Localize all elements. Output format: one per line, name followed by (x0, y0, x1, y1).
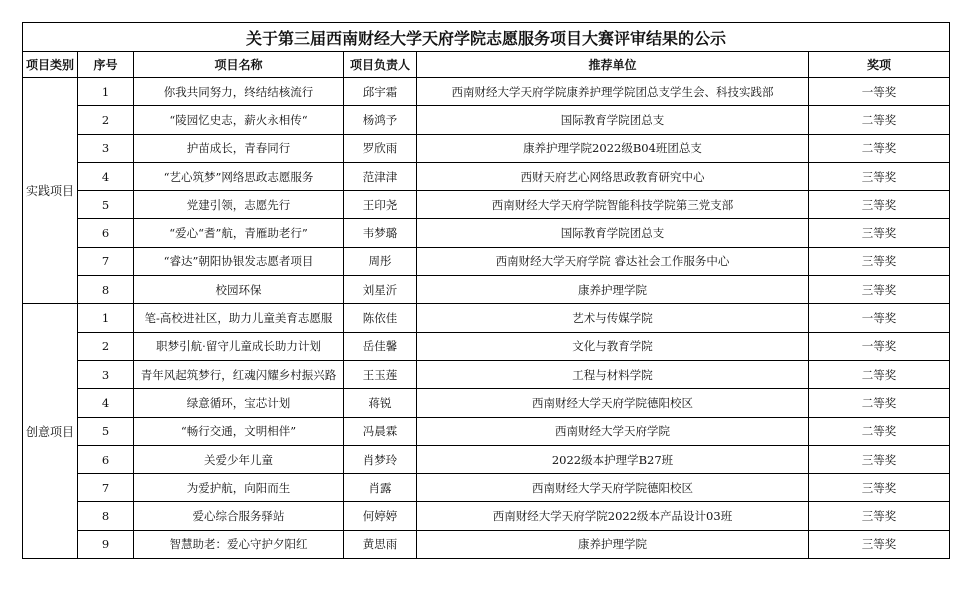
table-row (23, 276, 950, 304)
award-cell: 一等奖 (809, 304, 950, 332)
project-leader-cell: 范津津 (344, 162, 417, 190)
project-name-cell: “陵园忆史志，薪火永相传“ (134, 106, 344, 134)
recommending-unit-cell: 2022级本护理学B27班 (417, 445, 809, 473)
table-row (23, 78, 950, 106)
header-project-name: 项目名称 (134, 52, 344, 78)
recommending-unit-cell: 工程与材料学院 (417, 360, 809, 388)
award-cell: 三等奖 (809, 162, 950, 190)
project-leader-cell: 杨鸿予 (344, 106, 417, 134)
table-row (23, 502, 950, 530)
table-row (23, 304, 950, 332)
award-cell: 三等奖 (809, 530, 950, 558)
table-header-row (23, 52, 950, 78)
table-row (23, 417, 950, 445)
award-cell: 三等奖 (809, 502, 950, 530)
project-name-cell: “爱心“耆”航，青雁助老行” (134, 219, 344, 247)
project-name-cell: 智慧助老：爱心守护夕阳红 (134, 530, 344, 558)
project-name-cell: 关爱少年儿童 (134, 445, 344, 473)
project-leader-cell: 何婷婷 (344, 502, 417, 530)
award-cell: 一等奖 (809, 78, 950, 106)
award-cell: 二等奖 (809, 106, 950, 134)
project-leader-cell: 刘星沂 (344, 276, 417, 304)
project-name-cell: 为爱护航，向阳而生 (134, 474, 344, 502)
project-leader-cell: 周彤 (344, 247, 417, 275)
table-row (23, 162, 950, 190)
project-name-cell: 青年风起筑梦行，红魂闪耀乡村振兴路 (134, 360, 344, 388)
award-cell: 二等奖 (809, 389, 950, 417)
header-award: 奖项 (809, 52, 950, 78)
project-name-cell: 笔-高校进社区，助力儿童美育志愿服 (134, 304, 344, 332)
award-cell: 三等奖 (809, 219, 950, 247)
project-leader-cell: 肖梦玲 (344, 445, 417, 473)
table-row (23, 106, 950, 134)
row-number-cell: 7 (78, 247, 134, 275)
award-cell: 三等奖 (809, 276, 950, 304)
table-row (23, 332, 950, 360)
recommending-unit-cell: 西南财经大学天府学院德阳校区 (417, 474, 809, 502)
header-leader: 项目负责人 (344, 52, 417, 78)
project-leader-cell: 王玉莲 (344, 360, 417, 388)
recommending-unit-cell: 艺术与传媒学院 (417, 304, 809, 332)
row-number-cell: 3 (78, 360, 134, 388)
recommending-unit-cell: 康养护理学院2022级B04班团总支 (417, 134, 809, 162)
project-leader-cell: 岳佳馨 (344, 332, 417, 360)
award-cell: 二等奖 (809, 134, 950, 162)
project-leader-cell: 黄思雨 (344, 530, 417, 558)
project-name-cell: 护苗成长，青春同行 (134, 134, 344, 162)
project-name-cell: 爱心综合服务驿站 (134, 502, 344, 530)
table-row (23, 247, 950, 275)
project-leader-cell: 蒋锐 (344, 389, 417, 417)
table-row (23, 191, 950, 219)
row-number-cell: 6 (78, 219, 134, 247)
row-number-cell: 3 (78, 134, 134, 162)
project-leader-cell: 韦梦璐 (344, 219, 417, 247)
recommending-unit-cell: 西南财经大学天府学院 睿达社会工作服务中心 (417, 247, 809, 275)
row-number-cell: 1 (78, 78, 134, 106)
row-number-cell: 2 (78, 332, 134, 360)
award-cell: 二等奖 (809, 360, 950, 388)
table-row (23, 360, 950, 388)
header-number: 序号 (78, 52, 134, 78)
category-cell: 实践项目 (23, 78, 78, 304)
recommending-unit-cell: 西南财经大学天府学院 (417, 417, 809, 445)
header-category: 项目类别 (23, 52, 78, 78)
row-number-cell: 4 (78, 162, 134, 190)
award-cell: 二等奖 (809, 417, 950, 445)
table-row (23, 134, 950, 162)
recommending-unit-cell: 国际教育学院团总支 (417, 219, 809, 247)
project-leader-cell: 冯晨霖 (344, 417, 417, 445)
row-number-cell: 5 (78, 191, 134, 219)
project-name-cell: 校园环保 (134, 276, 344, 304)
row-number-cell: 9 (78, 530, 134, 558)
recommending-unit-cell: 西南财经大学天府学院德阳校区 (417, 389, 809, 417)
row-number-cell: 8 (78, 276, 134, 304)
project-leader-cell: 陈依佳 (344, 304, 417, 332)
category-cell: 创意项目 (23, 304, 78, 559)
recommending-unit-cell: 西南财经大学天府学院康养护理学院团总支学生会、科技实践部 (417, 78, 809, 106)
row-number-cell: 4 (78, 389, 134, 417)
recommending-unit-cell: 康养护理学院 (417, 530, 809, 558)
award-cell: 三等奖 (809, 247, 950, 275)
award-cell: 三等奖 (809, 445, 950, 473)
recommending-unit-cell: 康养护理学院 (417, 276, 809, 304)
page-title: 关于第三届西南财经大学天府学院志愿服务项目大赛评审结果的公示 (23, 23, 950, 52)
table-row (23, 389, 950, 417)
project-name-cell: “艺心筑梦”网络思政志愿服务 (134, 162, 344, 190)
results-table (22, 22, 950, 559)
recommending-unit-cell: 西南财经大学天府学院2022级本产品设计03班 (417, 502, 809, 530)
award-cell: 三等奖 (809, 474, 950, 502)
row-number-cell: 8 (78, 502, 134, 530)
project-leader-cell: 邱宇霜 (344, 78, 417, 106)
row-number-cell: 7 (78, 474, 134, 502)
table-row (23, 474, 950, 502)
table-row (23, 219, 950, 247)
project-name-cell: 职梦引航·留守儿童成长助力计划 (134, 332, 344, 360)
award-cell: 三等奖 (809, 191, 950, 219)
header-unit: 推荐单位 (417, 52, 809, 78)
project-leader-cell: 王印尧 (344, 191, 417, 219)
row-number-cell: 1 (78, 304, 134, 332)
row-number-cell: 5 (78, 417, 134, 445)
table-row (23, 530, 950, 558)
table-body (23, 78, 950, 559)
recommending-unit-cell: 西南财经大学天府学院智能科技学院第三党支部 (417, 191, 809, 219)
project-leader-cell: 肖露 (344, 474, 417, 502)
project-name-cell: 你我共同努力，终结结核流行 (134, 78, 344, 106)
project-name-cell: 党建引领，志愿先行 (134, 191, 344, 219)
recommending-unit-cell: 文化与教育学院 (417, 332, 809, 360)
table-row (23, 445, 950, 473)
recommending-unit-cell: 西财天府艺心网络思政教育研究中心 (417, 162, 809, 190)
project-name-cell: 绿意循环，宝芯计划 (134, 389, 344, 417)
row-number-cell: 2 (78, 106, 134, 134)
recommending-unit-cell: 国际教育学院团总支 (417, 106, 809, 134)
award-cell: 一等奖 (809, 332, 950, 360)
project-name-cell: “睿达”朝阳协银发志愿者项目 (134, 247, 344, 275)
row-number-cell: 6 (78, 445, 134, 473)
project-name-cell: “畅行交通，文明相伴” (134, 417, 344, 445)
project-leader-cell: 罗欣雨 (344, 134, 417, 162)
